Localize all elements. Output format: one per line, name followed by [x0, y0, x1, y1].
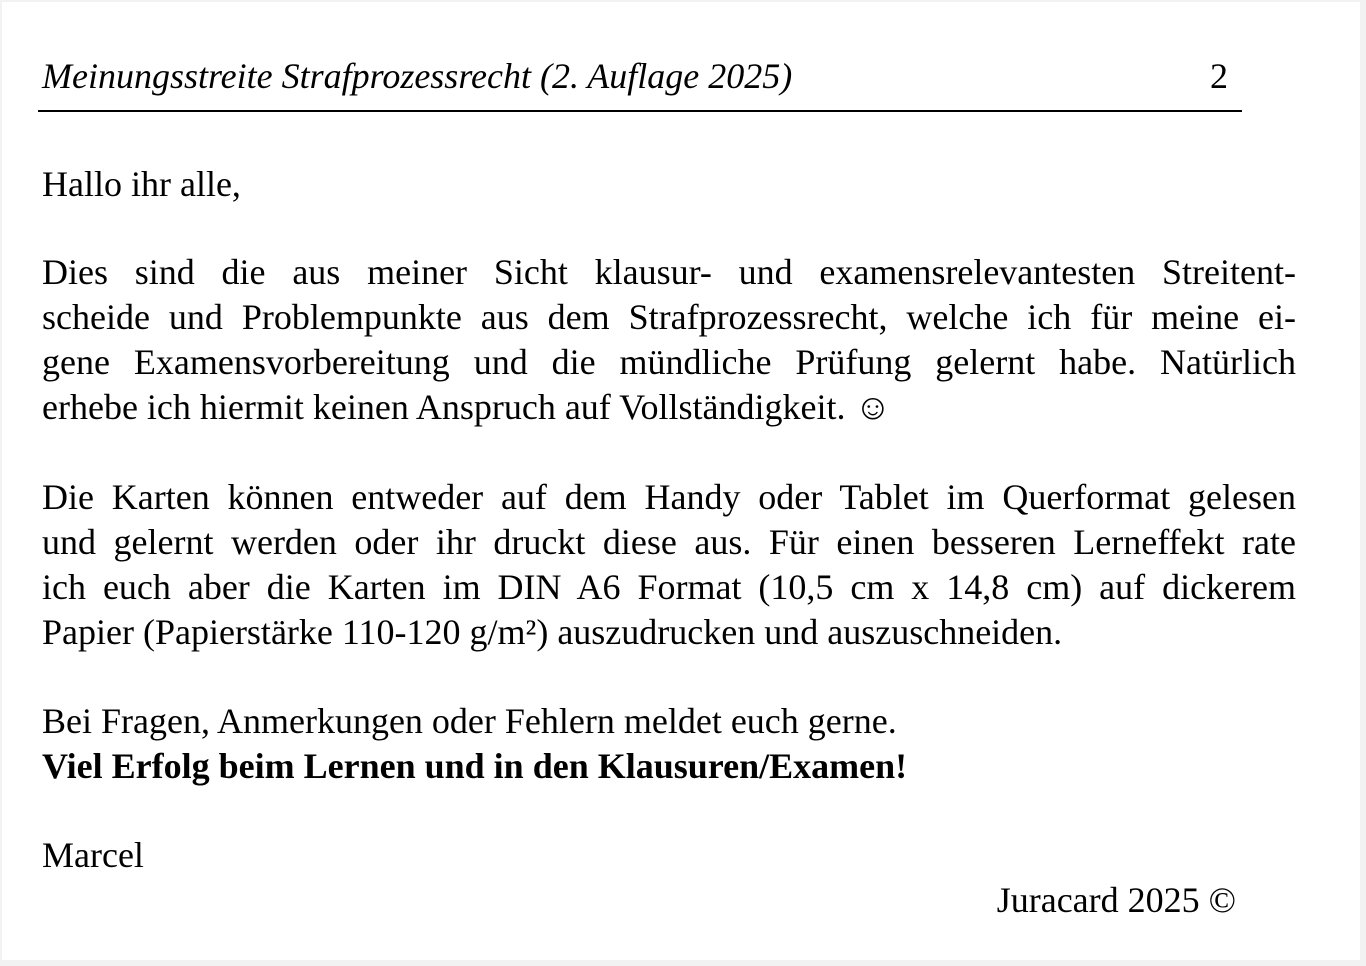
footer-copyright: Juracard 2025 © — [996, 880, 1236, 920]
header-title: Meinungsstreite Strafprozessrecht (2. Auflage 2025) — [42, 56, 793, 96]
paragraph-contact: Bei Fragen, Anmerkungen oder Fehlern meldet euch gerne. — [42, 701, 897, 741]
paragraph-line: Papier (Papierstärke 110-120 g/m²) auszudrucken und auszuschneiden. — [42, 612, 1063, 652]
paragraph-intro — [42, 250, 1296, 430]
page-header — [38, 54, 1242, 112]
signature: Marcel — [42, 835, 144, 875]
paragraph-line: scheide und Problempunkte aus dem Strafprozessrecht, welche ich für meine ei- — [42, 297, 1296, 337]
paragraph-line: gene Examensvorbereitung und die mündliche Prüfung gelernt habe. Natürlich — [42, 342, 1296, 382]
paragraph-line: erhebe ich hiermit keinen Anspruch auf Vollständigkeit. ☺ — [42, 387, 892, 427]
paragraph-line: Dies sind die aus meiner Sicht klausur- und examensrelevantesten Streitent- — [42, 252, 1296, 292]
page-number: 2 — [1210, 56, 1228, 96]
closing-bold-line: Viel Erfolg beim Lernen und in den Klausuren/Examen! — [42, 746, 908, 786]
paragraph-line: und gelernt werden oder ihr druckt diese aus. Für einen besseren Lerneffekt rate — [42, 522, 1296, 562]
document-page — [2, 2, 1360, 960]
paragraph-usage — [42, 475, 1296, 655]
paragraph-line: Die Karten können entweder auf dem Handy oder Tablet im Querformat gelesen — [42, 477, 1296, 517]
greeting: Hallo ihr alle, — [42, 164, 241, 204]
paragraph-line: ich euch aber die Karten im DIN A6 Format (10,5 cm x 14,8 cm) auf dickerem — [42, 567, 1296, 607]
